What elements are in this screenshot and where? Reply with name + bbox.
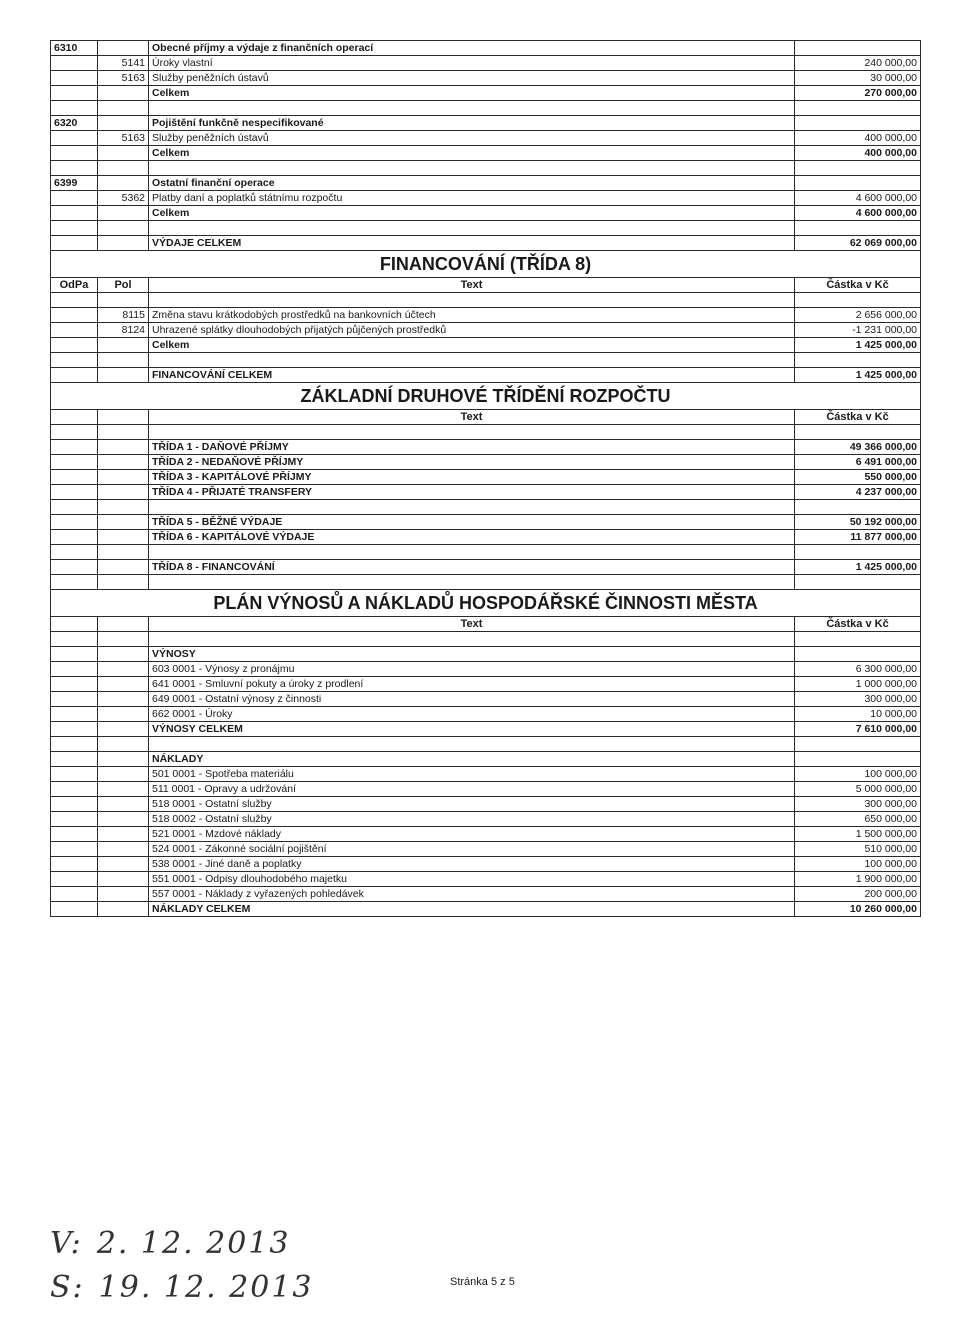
cell-amount: 6 300 000,00 bbox=[795, 662, 921, 677]
cell-pol bbox=[98, 176, 149, 191]
cell-amount: 7 610 000,00 bbox=[795, 722, 921, 737]
cell-odpa bbox=[51, 56, 98, 71]
table-row bbox=[51, 500, 921, 515]
table-row bbox=[51, 530, 921, 545]
column-header-row bbox=[51, 410, 921, 425]
cell-amount: Částka v Kč bbox=[795, 278, 921, 293]
cell-pol bbox=[98, 410, 149, 425]
cell-odpa bbox=[51, 827, 98, 842]
table-row bbox=[51, 221, 921, 236]
cell-text: 518 0001 - Ostatní služby bbox=[149, 797, 795, 812]
cell-odpa bbox=[51, 782, 98, 797]
table-row bbox=[51, 236, 921, 251]
cell-odpa bbox=[51, 515, 98, 530]
cell-text: TŘÍDA 3 - KAPITÁLOVÉ PŘÍJMY bbox=[149, 470, 795, 485]
cell-text: 551 0001 - Odpisy dlouhodobého majetku bbox=[149, 872, 795, 887]
table-row bbox=[51, 131, 921, 146]
cell-text: Celkem bbox=[149, 86, 795, 101]
cell-text bbox=[149, 221, 795, 236]
cell-odpa bbox=[51, 767, 98, 782]
cell-amount: 400 000,00 bbox=[795, 131, 921, 146]
cell-amount: 4 600 000,00 bbox=[795, 206, 921, 221]
table-row bbox=[51, 86, 921, 101]
cell-pol bbox=[98, 662, 149, 677]
cell-odpa bbox=[51, 752, 98, 767]
cell-amount: 1 900 000,00 bbox=[795, 872, 921, 887]
cell-text: Text bbox=[149, 410, 795, 425]
section-title-row bbox=[51, 383, 921, 410]
cell-odpa bbox=[51, 293, 98, 308]
section-title: FINANCOVÁNÍ (TŘÍDA 8) bbox=[51, 251, 921, 278]
cell-text: VÝNOSY bbox=[149, 647, 795, 662]
table-row bbox=[51, 812, 921, 827]
cell-odpa bbox=[51, 647, 98, 662]
table-row bbox=[51, 827, 921, 842]
cell-amount: -1 231 000,00 bbox=[795, 323, 921, 338]
table-row bbox=[51, 308, 921, 323]
table-row bbox=[51, 677, 921, 692]
table-row bbox=[51, 101, 921, 116]
cell-text: 538 0001 - Jiné daně a poplatky bbox=[149, 857, 795, 872]
table-row bbox=[51, 797, 921, 812]
cell-pol bbox=[98, 887, 149, 902]
cell-pol: 5141 bbox=[98, 56, 149, 71]
cell-pol bbox=[98, 440, 149, 455]
cell-odpa bbox=[51, 221, 98, 236]
cell-pol bbox=[98, 647, 149, 662]
cell-text bbox=[149, 575, 795, 590]
cell-pol bbox=[98, 293, 149, 308]
table-row bbox=[51, 353, 921, 368]
cell-pol bbox=[98, 812, 149, 827]
cell-odpa bbox=[51, 308, 98, 323]
cell-text: VÝDAJE CELKEM bbox=[149, 236, 795, 251]
cell-amount bbox=[795, 101, 921, 116]
cell-amount bbox=[795, 176, 921, 191]
cell-text: NÁKLADY bbox=[149, 752, 795, 767]
table-row bbox=[51, 323, 921, 338]
cell-text: 511 0001 - Opravy a udržování bbox=[149, 782, 795, 797]
column-header-row bbox=[51, 617, 921, 632]
table-row bbox=[51, 752, 921, 767]
cell-amount bbox=[795, 116, 921, 131]
table-row bbox=[51, 485, 921, 500]
handwritten-date: 19. 12. 2013 bbox=[98, 1270, 314, 1305]
table-row bbox=[51, 41, 921, 56]
cell-odpa bbox=[51, 146, 98, 161]
table-row bbox=[51, 161, 921, 176]
cell-text: Uhrazené splátky dlouhodobých přijatých půjčených prostředků bbox=[149, 323, 795, 338]
table-row bbox=[51, 857, 921, 872]
cell-text: Obecné příjmy a výdaje z finančních operací bbox=[149, 41, 795, 56]
cell-pol: 5362 bbox=[98, 191, 149, 206]
cell-pol: 5163 bbox=[98, 71, 149, 86]
cell-pol bbox=[98, 41, 149, 56]
cell-text: 521 0001 - Mzdové náklady bbox=[149, 827, 795, 842]
cell-odpa bbox=[51, 161, 98, 176]
cell-text bbox=[149, 293, 795, 308]
cell-odpa bbox=[51, 560, 98, 575]
cell-odpa bbox=[51, 887, 98, 902]
cell-odpa bbox=[51, 812, 98, 827]
cell-odpa bbox=[51, 410, 98, 425]
cell-text: 641 0001 - Smluvní pokuty a úroky z prodlení bbox=[149, 677, 795, 692]
cell-odpa bbox=[51, 86, 98, 101]
cell-pol bbox=[98, 827, 149, 842]
table-row bbox=[51, 191, 921, 206]
cell-odpa bbox=[51, 632, 98, 647]
cell-amount: 100 000,00 bbox=[795, 767, 921, 782]
handwritten-note-2 bbox=[50, 1270, 314, 1305]
cell-pol bbox=[98, 236, 149, 251]
cell-pol bbox=[98, 353, 149, 368]
table-row bbox=[51, 515, 921, 530]
table-row bbox=[51, 455, 921, 470]
cell-pol: 5163 bbox=[98, 131, 149, 146]
cell-text: TŘÍDA 8 - FINANCOVÁNÍ bbox=[149, 560, 795, 575]
table-row bbox=[51, 737, 921, 752]
cell-odpa bbox=[51, 575, 98, 590]
cell-pol bbox=[98, 86, 149, 101]
cell-pol bbox=[98, 116, 149, 131]
cell-amount: Částka v Kč bbox=[795, 410, 921, 425]
table-row bbox=[51, 56, 921, 71]
cell-odpa bbox=[51, 737, 98, 752]
cell-odpa bbox=[51, 485, 98, 500]
cell-pol bbox=[98, 560, 149, 575]
cell-amount bbox=[795, 161, 921, 176]
cell-odpa bbox=[51, 872, 98, 887]
table-row bbox=[51, 767, 921, 782]
cell-odpa bbox=[51, 440, 98, 455]
cell-text bbox=[149, 101, 795, 116]
cell-odpa: 6320 bbox=[51, 116, 98, 131]
cell-pol bbox=[98, 368, 149, 383]
cell-amount: 300 000,00 bbox=[795, 797, 921, 812]
cell-odpa bbox=[51, 500, 98, 515]
cell-text: Změna stavu krátkodobých prostředků na bankovních účtech bbox=[149, 308, 795, 323]
cell-pol bbox=[98, 575, 149, 590]
table-row bbox=[51, 902, 921, 917]
cell-amount: 2 656 000,00 bbox=[795, 308, 921, 323]
cell-odpa bbox=[51, 662, 98, 677]
cell-pol bbox=[98, 767, 149, 782]
table-row bbox=[51, 632, 921, 647]
cell-pol bbox=[98, 632, 149, 647]
cell-text bbox=[149, 632, 795, 647]
table-row bbox=[51, 842, 921, 857]
cell-text bbox=[149, 161, 795, 176]
table-row bbox=[51, 116, 921, 131]
cell-amount: 11 877 000,00 bbox=[795, 530, 921, 545]
cell-pol bbox=[98, 338, 149, 353]
cell-text: Celkem bbox=[149, 338, 795, 353]
table-row bbox=[51, 545, 921, 560]
table-row bbox=[51, 707, 921, 722]
cell-amount: 1 425 000,00 bbox=[795, 560, 921, 575]
cell-amount: 1 425 000,00 bbox=[795, 368, 921, 383]
cell-amount bbox=[795, 752, 921, 767]
table-row bbox=[51, 338, 921, 353]
cell-odpa bbox=[51, 191, 98, 206]
cell-pol bbox=[98, 515, 149, 530]
table-row bbox=[51, 293, 921, 308]
cell-pol bbox=[98, 425, 149, 440]
cell-text: 524 0001 - Zákonné sociální pojištění bbox=[149, 842, 795, 857]
section-title: ZÁKLADNÍ DRUHOVÉ TŘÍDĚNÍ ROZPOČTU bbox=[51, 383, 921, 410]
cell-text: Platby daní a poplatků státnímu rozpočtu bbox=[149, 191, 795, 206]
cell-amount: 6 491 000,00 bbox=[795, 455, 921, 470]
cell-text: TŘÍDA 1 - DAŇOVÉ PŘÍJMY bbox=[149, 440, 795, 455]
cell-text: 518 0002 - Ostatní služby bbox=[149, 812, 795, 827]
cell-amount: 1 500 000,00 bbox=[795, 827, 921, 842]
cell-pol bbox=[98, 857, 149, 872]
cell-text: 603 0001 - Výnosy z pronájmu bbox=[149, 662, 795, 677]
cell-text: 662 0001 - Úroky bbox=[149, 707, 795, 722]
cell-amount bbox=[795, 632, 921, 647]
cell-odpa bbox=[51, 902, 98, 917]
cell-amount: 550 000,00 bbox=[795, 470, 921, 485]
cell-pol bbox=[98, 161, 149, 176]
handwritten-note-1 bbox=[50, 1226, 291, 1261]
cell-text: Text bbox=[149, 278, 795, 293]
cell-text: Pojištění funkčně nespecifikované bbox=[149, 116, 795, 131]
cell-odpa: OdPa bbox=[51, 278, 98, 293]
cell-amount: 400 000,00 bbox=[795, 146, 921, 161]
handwritten-prefix: S: bbox=[50, 1270, 85, 1305]
cell-pol bbox=[98, 782, 149, 797]
cell-odpa bbox=[51, 707, 98, 722]
cell-amount: 50 192 000,00 bbox=[795, 515, 921, 530]
cell-odpa bbox=[51, 842, 98, 857]
cell-odpa bbox=[51, 101, 98, 116]
cell-odpa bbox=[51, 131, 98, 146]
cell-text: 649 0001 - Ostatní výnosy z činnosti bbox=[149, 692, 795, 707]
cell-pol bbox=[98, 677, 149, 692]
cell-text: TŘÍDA 4 - PŘIJATÉ TRANSFERY bbox=[149, 485, 795, 500]
table-row bbox=[51, 560, 921, 575]
table-row bbox=[51, 575, 921, 590]
cell-amount: 5 000 000,00 bbox=[795, 782, 921, 797]
cell-amount: 510 000,00 bbox=[795, 842, 921, 857]
cell-text bbox=[149, 545, 795, 560]
cell-odpa bbox=[51, 323, 98, 338]
cell-odpa bbox=[51, 206, 98, 221]
cell-amount bbox=[795, 293, 921, 308]
cell-amount: 30 000,00 bbox=[795, 71, 921, 86]
table-row bbox=[51, 662, 921, 677]
cell-text: TŘÍDA 5 - BĚŽNÉ VÝDAJE bbox=[149, 515, 795, 530]
cell-odpa bbox=[51, 692, 98, 707]
table-row bbox=[51, 722, 921, 737]
cell-amount: 10 260 000,00 bbox=[795, 902, 921, 917]
handwritten-date: 2. 12. 2013 bbox=[96, 1226, 291, 1261]
cell-pol bbox=[98, 617, 149, 632]
cell-amount bbox=[795, 545, 921, 560]
cell-odpa bbox=[51, 545, 98, 560]
cell-pol: 8124 bbox=[98, 323, 149, 338]
cell-amount: 1 000 000,00 bbox=[795, 677, 921, 692]
page-number: Stránka 5 z 5 bbox=[450, 1276, 515, 1288]
cell-amount bbox=[795, 647, 921, 662]
cell-text: 557 0001 - Náklady z vyřazených pohledávek bbox=[149, 887, 795, 902]
cell-text: 501 0001 - Spotřeba materiálu bbox=[149, 767, 795, 782]
table-row bbox=[51, 782, 921, 797]
cell-amount: 300 000,00 bbox=[795, 692, 921, 707]
table-row bbox=[51, 368, 921, 383]
cell-amount bbox=[795, 221, 921, 236]
cell-pol bbox=[98, 146, 149, 161]
cell-odpa bbox=[51, 530, 98, 545]
cell-text bbox=[149, 353, 795, 368]
cell-pol bbox=[98, 455, 149, 470]
cell-odpa bbox=[51, 470, 98, 485]
column-header-row bbox=[51, 278, 921, 293]
cell-text: Text bbox=[149, 617, 795, 632]
cell-amount bbox=[795, 353, 921, 368]
table-row bbox=[51, 470, 921, 485]
cell-odpa bbox=[51, 368, 98, 383]
cell-text: Služby peněžních ústavů bbox=[149, 131, 795, 146]
cell-odpa: 6310 bbox=[51, 41, 98, 56]
cell-pol bbox=[98, 842, 149, 857]
cell-pol bbox=[98, 692, 149, 707]
cell-pol bbox=[98, 221, 149, 236]
cell-pol bbox=[98, 722, 149, 737]
cell-amount: 270 000,00 bbox=[795, 86, 921, 101]
cell-pol bbox=[98, 545, 149, 560]
cell-pol bbox=[98, 797, 149, 812]
cell-pol bbox=[98, 470, 149, 485]
cell-pol bbox=[98, 902, 149, 917]
cell-amount: 62 069 000,00 bbox=[795, 236, 921, 251]
cell-text: Ostatní finanční operace bbox=[149, 176, 795, 191]
cell-odpa bbox=[51, 455, 98, 470]
cell-amount bbox=[795, 425, 921, 440]
cell-text: NÁKLADY CELKEM bbox=[149, 902, 795, 917]
cell-amount: 100 000,00 bbox=[795, 857, 921, 872]
cell-pol: 8115 bbox=[98, 308, 149, 323]
cell-pol: Pol bbox=[98, 278, 149, 293]
cell-odpa bbox=[51, 353, 98, 368]
table-row bbox=[51, 176, 921, 191]
cell-amount bbox=[795, 500, 921, 515]
cell-text: Úroky vlastní bbox=[149, 56, 795, 71]
cell-amount: 1 425 000,00 bbox=[795, 338, 921, 353]
cell-text: TŘÍDA 6 - KAPITÁLOVÉ VÝDAJE bbox=[149, 530, 795, 545]
table-row bbox=[51, 692, 921, 707]
cell-pol bbox=[98, 752, 149, 767]
cell-amount: 240 000,00 bbox=[795, 56, 921, 71]
cell-odpa: 6399 bbox=[51, 176, 98, 191]
cell-text: Celkem bbox=[149, 146, 795, 161]
cell-amount bbox=[795, 575, 921, 590]
cell-odpa bbox=[51, 338, 98, 353]
cell-odpa bbox=[51, 236, 98, 251]
table-row bbox=[51, 206, 921, 221]
cell-amount: Částka v Kč bbox=[795, 617, 921, 632]
cell-odpa bbox=[51, 797, 98, 812]
table-row bbox=[51, 872, 921, 887]
cell-odpa bbox=[51, 857, 98, 872]
cell-text bbox=[149, 500, 795, 515]
cell-text bbox=[149, 737, 795, 752]
table-row bbox=[51, 440, 921, 455]
cell-pol bbox=[98, 206, 149, 221]
cell-pol bbox=[98, 500, 149, 515]
cell-text: Služby peněžních ústavů bbox=[149, 71, 795, 86]
table-row bbox=[51, 887, 921, 902]
table-row bbox=[51, 425, 921, 440]
section-title: PLÁN VÝNOSŮ A NÁKLADŮ HOSPODÁŘSKÉ ČINNOSTI MĚSTA bbox=[51, 590, 921, 617]
cell-text bbox=[149, 425, 795, 440]
cell-amount bbox=[795, 737, 921, 752]
cell-odpa bbox=[51, 71, 98, 86]
cell-text: TŘÍDA 2 - NEDAŇOVÉ PŘÍJMY bbox=[149, 455, 795, 470]
cell-odpa bbox=[51, 677, 98, 692]
handwritten-prefix: V: bbox=[50, 1226, 83, 1261]
cell-pol bbox=[98, 485, 149, 500]
cell-pol bbox=[98, 707, 149, 722]
section-title-row bbox=[51, 251, 921, 278]
cell-text: VÝNOSY CELKEM bbox=[149, 722, 795, 737]
cell-text: FINANCOVÁNÍ CELKEM bbox=[149, 368, 795, 383]
budget-table bbox=[50, 40, 921, 917]
budget-table-body bbox=[51, 41, 921, 917]
table-row bbox=[51, 71, 921, 86]
table-row bbox=[51, 146, 921, 161]
cell-text: Celkem bbox=[149, 206, 795, 221]
cell-odpa bbox=[51, 722, 98, 737]
cell-pol bbox=[98, 101, 149, 116]
cell-amount: 200 000,00 bbox=[795, 887, 921, 902]
cell-pol bbox=[98, 530, 149, 545]
cell-pol bbox=[98, 872, 149, 887]
cell-amount: 10 000,00 bbox=[795, 707, 921, 722]
cell-pol bbox=[98, 737, 149, 752]
cell-amount: 4 237 000,00 bbox=[795, 485, 921, 500]
section-title-row bbox=[51, 590, 921, 617]
cell-amount: 49 366 000,00 bbox=[795, 440, 921, 455]
cell-amount bbox=[795, 41, 921, 56]
cell-amount: 650 000,00 bbox=[795, 812, 921, 827]
cell-odpa bbox=[51, 617, 98, 632]
cell-amount: 4 600 000,00 bbox=[795, 191, 921, 206]
table-row bbox=[51, 647, 921, 662]
cell-odpa bbox=[51, 425, 98, 440]
